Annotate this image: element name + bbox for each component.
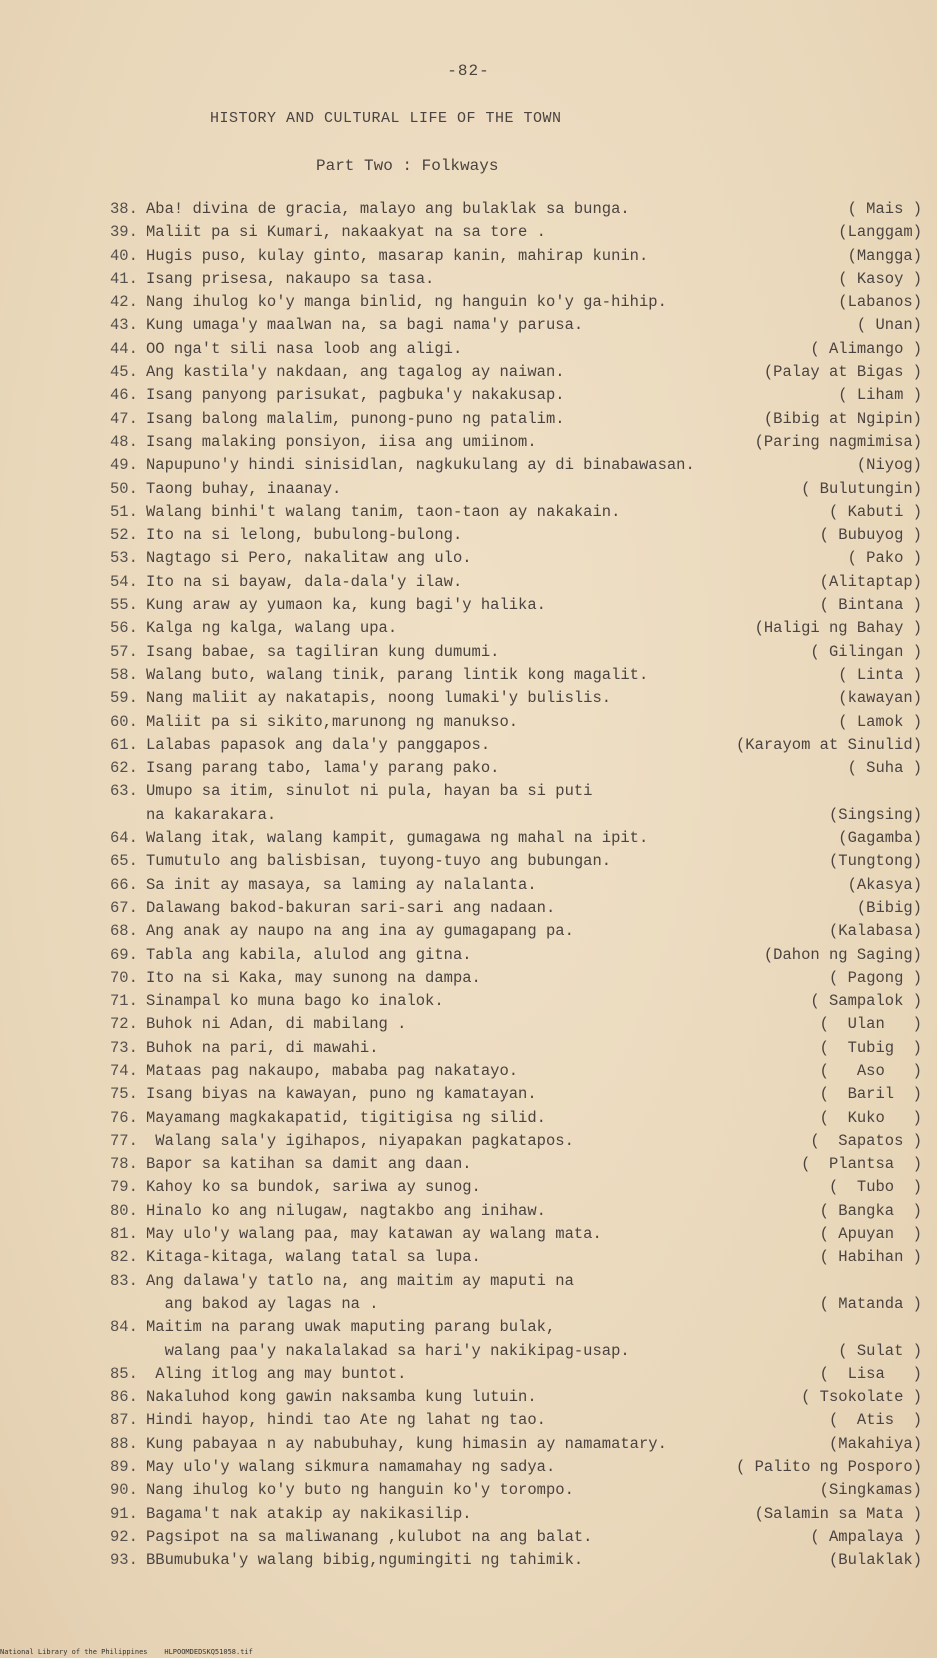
riddle-text: Ito na si lelong, bubulong-bulong. [146,526,463,545]
riddle-row [110,1013,930,1036]
riddle-text: BBumubuka'y walang bibig,ngumingiti ng tahimik. [146,1551,584,1570]
riddle-number: 72. [110,1015,138,1034]
riddle-answer: ( Sampalok ) [810,992,922,1011]
riddle-number: 87. [110,1411,138,1430]
riddle-item [110,221,930,244]
riddle-item [110,1363,930,1386]
riddle-item [110,408,930,431]
riddle-row [110,1083,930,1106]
riddle-row [110,1153,930,1176]
riddle-answer: ( Mais ) [847,200,922,218]
riddle-number: 44. [110,339,138,358]
riddle-number: 93. [110,1551,138,1570]
riddle-number: 50. [110,479,138,498]
riddle-continuation [110,1293,930,1316]
riddle-row [110,990,930,1013]
riddle-number: 51. [110,502,138,521]
riddle-answer: ( Unan) [856,316,922,335]
riddle-text: Maliit pa si Kumari, nakaakyat na sa tore . [146,223,546,242]
riddle-row [110,221,930,244]
riddle-answer: (Bulaklak) [828,1551,922,1570]
riddle-answer: (Singsing) [828,805,922,824]
riddle-number: 64. [110,829,138,848]
riddle-item [110,734,930,757]
riddle-row [110,1386,930,1409]
riddle-row [110,920,930,943]
riddle-answer: ( Aso ) [819,1061,922,1080]
riddle-text: Isang biyas na kawayan, puno ng kamatayan. [146,1085,537,1104]
riddle-number: 88. [110,1434,138,1453]
riddle-item [110,198,930,221]
riddle-item [110,454,930,477]
riddle-answer: ( Sulat ) [838,1341,922,1360]
riddle-item [110,757,930,780]
riddle-item [110,361,930,384]
riddle-number: 92. [110,1527,138,1546]
riddle-answer: ( Habihan ) [819,1248,922,1267]
riddle-item [110,338,930,361]
riddle-row [110,571,930,594]
riddle-text: Isang malaking ponsiyon, iisa ang umiinom. [146,432,537,451]
riddle-number: 53. [110,549,138,568]
riddle-item [110,268,930,291]
riddle-row [110,874,930,897]
riddle-number: 40. [110,246,138,265]
riddle-text: Tumutulo ang balisbisan, tuyong-tuyo ang bubungan. [146,852,612,871]
riddle-item [110,780,930,827]
riddle-row [110,1200,930,1223]
riddle-number: 77. [110,1131,138,1150]
riddle-row [110,245,930,268]
riddle-answer: ( Gilingan ) [810,642,922,661]
riddle-answer: (kawayan) [838,689,922,708]
riddle-text: Ito na si bayaw, dala-dala'y ilaw. [146,572,463,591]
riddle-row [110,384,930,407]
riddle-row [110,734,930,757]
riddle-text: Nang maliit ay nakatapis, noong lumaki'y bulislis. [146,689,612,708]
riddle-answer: ( Ampalaya ) [810,1527,922,1546]
riddle-item [110,1083,930,1106]
riddle-answer: ( Tubo ) [828,1178,922,1197]
riddle-continuation [110,804,930,827]
riddle-answer: (Palay at Bigas ) [763,363,922,382]
riddle-text: Sa init ay masaya, sa laming ay nalalanta. [146,875,537,894]
riddle-answer: (Niyog) [856,456,922,475]
riddle-number: 38. [110,200,138,218]
riddle-row [110,1223,930,1246]
riddle-number: 49. [110,456,138,475]
riddle-text: Walang itak, walang kampit, gumagawa ng mahal na ipit. [146,829,649,848]
riddle-row [110,198,930,221]
riddle-answer: (Akasya) [847,875,922,894]
riddle-item [110,314,930,337]
riddle-continuation [110,1340,930,1363]
riddle-row [110,268,930,291]
riddle-row [110,1060,930,1083]
riddle-answer: (Karayom at Sinulid) [735,735,922,754]
riddle-text: Ang dalawa'y tatlo na, ang maitim ay maputi na [146,1271,574,1290]
riddle-number: 63. [110,782,138,801]
riddle-answer: ( Lisa ) [819,1364,922,1383]
riddle-number: 80. [110,1201,138,1220]
riddle-text: OO nga't sili nasa loob ang aligi. [146,339,463,358]
riddle-item [110,1013,930,1036]
riddle-answer: (Salamin sa Mata ) [754,1504,922,1523]
riddle-answer: (Dahon ng Saging) [763,945,922,964]
riddle-row [110,1316,930,1339]
riddle-row [110,1270,930,1293]
riddle-answer: (Gagamba) [838,829,922,848]
riddle-answer: ( Kuko ) [819,1108,922,1127]
riddle-text: Hindi hayop, hindi tao Ate ng lahat ng tao. [146,1411,546,1430]
riddle-row [110,664,930,687]
riddle-answer: (Mangga) [847,246,922,265]
riddle-item [110,1386,930,1409]
riddle-answer: ( Bubuyog ) [819,526,922,545]
riddle-text: Tabla ang kabila, alulod ang gitna. [146,945,472,964]
riddle-text: Walang binhi't walang tanim, taon-taon ay nakakain. [146,502,621,521]
riddle-number: 60. [110,712,138,731]
riddle-text: Mayamang magkakapatid, tigitigisa ng silid. [146,1108,546,1127]
riddle-item [110,1479,930,1502]
riddle-item [110,501,930,524]
riddle-text: Bapor sa katihan sa damit ang daan. [146,1155,472,1174]
riddle-number: 41. [110,269,138,288]
riddle-number: 48. [110,432,138,451]
page-title: HISTORY AND CULTURAL LIFE OF THE TOWN [210,110,562,127]
riddle-row [110,1549,930,1572]
riddle-number: 83. [110,1271,138,1290]
riddle-number: 90. [110,1481,138,1500]
riddle-answer: ( Plantsa ) [801,1155,922,1174]
riddle-text: Isang prisesa, nakaupo sa tasa. [146,269,435,288]
riddle-row [110,850,930,873]
riddle-row [110,501,930,524]
riddle-text: Kitaga-kitaga, walang tatal sa lupa. [146,1248,481,1267]
riddle-item [110,827,930,850]
page-number: -82- [447,62,490,80]
riddle-item [110,1246,930,1269]
riddle-text: May ulo'y walang sikmura namamahay ng sadya. [146,1458,556,1477]
riddle-answer: ( Baril ) [819,1085,922,1104]
riddle-text: Kahoy ko sa bundok, sariwa ay sunog. [146,1178,481,1197]
riddle-answer: ( Apuyan ) [819,1225,922,1244]
riddle-item [110,594,930,617]
riddle-row [110,1363,930,1386]
riddle-row [110,1409,930,1432]
riddle-row [110,1526,930,1549]
riddle-continuation-text: ang bakod ay lagas na . [146,1294,379,1313]
riddle-item [110,571,930,594]
riddle-number: 58. [110,665,138,684]
riddle-item [110,431,930,454]
riddle-continuation-text: na kakarakara. [146,805,277,824]
riddle-text: Isang parang tabo, lama'y parang pako. [146,759,500,778]
riddle-answer: (Bibig at Ngipin) [763,409,922,428]
riddle-text: Ang kastila'y nakdaan, ang tagalog ay naiwan. [146,363,565,382]
riddle-answer: (Alitaptap) [819,572,922,591]
riddle-answer: ( Linta ) [838,665,922,684]
riddle-number: 70. [110,968,138,987]
riddle-text: Isang balong malalim, punong-puno ng patalim. [146,409,565,428]
riddle-row [110,408,930,431]
riddle-item [110,990,930,1013]
riddle-item [110,1037,930,1060]
riddle-item [110,291,930,314]
riddle-item [110,944,930,967]
riddle-item [110,384,930,407]
riddle-text: Kalga ng kalga, walang upa. [146,619,398,638]
riddle-number: 47. [110,409,138,428]
riddle-text: Kung pabayaa n ay nabubuhay, kung himasin ay namamatary. [146,1434,667,1453]
riddle-text: Napupuno'y hindi sinisidlan, nagkukulang ay di binabawasan. [146,456,695,475]
riddle-number: 82. [110,1248,138,1267]
riddle-text: Pagsipot na sa maliwanang ,kulubot na ang balat. [146,1527,593,1546]
riddle-number: 86. [110,1388,138,1407]
riddle-text: Walang buto, walang tinik, parang lintik kong magalit. [146,665,649,684]
riddle-item [110,1456,930,1479]
riddle-row [110,547,930,570]
riddle-item [110,711,930,734]
riddle-item [110,1107,930,1130]
riddle-row [110,1456,930,1479]
riddle-number: 62. [110,759,138,778]
riddle-item [110,1503,930,1526]
riddle-row [110,897,930,920]
riddle-number: 69. [110,945,138,964]
riddle-text: Nagtago si Pero, nakalitaw ang ulo. [146,549,472,568]
riddle-text: Mataas pag nakaupo, mababa pag nakatayo. [146,1061,519,1080]
riddle-number: 74. [110,1061,138,1080]
riddle-answer: ( Tsokolate ) [801,1388,922,1407]
riddle-number: 71. [110,992,138,1011]
riddle-text: Kung umaga'y maalwan na, sa bagi nama'y parusa. [146,316,584,335]
riddle-row [110,1479,930,1502]
riddle-number: 91. [110,1504,138,1523]
riddle-item [110,1270,930,1317]
riddle-item [110,1060,930,1083]
riddle-answer: ( Kabuti ) [828,502,922,521]
riddle-answer: ( Liham ) [838,386,922,405]
riddle-item [110,547,930,570]
riddle-item [110,687,930,710]
riddle-answer: ( Kasoy ) [838,269,922,288]
riddle-number: 54. [110,572,138,591]
riddle-row [110,1503,930,1526]
riddle-item [110,1316,930,1363]
riddle-item [110,920,930,943]
riddle-item [110,1176,930,1199]
riddle-item [110,524,930,547]
riddle-number: 67. [110,898,138,917]
riddle-item [110,1433,930,1456]
riddle-text: Hinalo ko ang nilugaw, nagtakbo ang inihaw. [146,1201,546,1220]
riddle-answer: (Makahiya) [828,1434,922,1453]
riddle-row [110,1433,930,1456]
riddle-answer: ( Bintana ) [819,596,922,615]
riddle-number: 39. [110,223,138,242]
riddle-number: 42. [110,293,138,312]
riddle-answer: (Kalabasa) [828,922,922,941]
riddle-number: 81. [110,1225,138,1244]
riddle-item [110,850,930,873]
riddle-row [110,361,930,384]
riddle-answer: ( Pako ) [847,549,922,568]
riddle-number: 57. [110,642,138,661]
riddle-answer: ( Matanda ) [819,1294,922,1313]
riddle-item [110,1223,930,1246]
riddle-answer: (Paring nagmimisa) [754,432,922,451]
riddle-row [110,314,930,337]
riddle-row [110,1176,930,1199]
riddle-number: 68. [110,922,138,941]
riddle-answer: (Bibig) [856,898,922,917]
page-subtitle: Part Two : Folkways [316,157,499,175]
riddle-row [110,454,930,477]
riddle-item [110,245,930,268]
riddle-text: Ito na si Kaka, may sunong na dampa. [146,968,481,987]
riddle-row [110,291,930,314]
riddle-row [110,617,930,640]
riddle-item [110,478,930,501]
scan-footer: National Library of the Philippines HLPOOMDEDSKQ51058.tif [0,1648,253,1656]
riddle-number: 73. [110,1038,138,1057]
riddle-item [110,1549,930,1572]
riddle-answer: ( Bangka ) [819,1201,922,1220]
riddle-row [110,687,930,710]
riddle-row [110,1246,930,1269]
riddle-item [110,664,930,687]
riddle-row [110,780,930,803]
riddle-row [110,711,930,734]
riddle-text: Aling itlog ang may buntot. [146,1364,407,1383]
riddle-row [110,594,930,617]
riddle-number: 46. [110,386,138,405]
riddle-answer: (Labanos) [838,293,922,312]
riddle-text: Nang ihulog ko'y manga binlid, ng hanguin ko'y ga-hihip. [146,293,667,312]
riddle-number: 61. [110,735,138,754]
riddle-answer: ( Atis ) [828,1411,922,1430]
riddle-number: 59. [110,689,138,708]
riddle-row [110,944,930,967]
riddle-number: 55. [110,596,138,615]
riddle-text: Sinampal ko muna bago ko inalok. [146,992,444,1011]
riddle-answer: (Haligi ng Bahay ) [754,619,922,638]
riddle-answer: ( Alimango ) [810,339,922,358]
riddle-text: Umupo sa itim, sinulot ni pula, hayan ba si puti [146,782,593,801]
riddle-item [110,874,930,897]
riddle-text: Walang sala'y igihapos, niyapakan pagkatapos. [146,1131,574,1150]
riddle-number: 52. [110,526,138,545]
riddle-text: Buhok ni Adan, di mabilang . [146,1015,407,1034]
riddle-answer: ( Ulan ) [819,1015,922,1034]
riddle-text: Isang babae, sa tagiliran kung dumumi. [146,642,500,661]
riddle-number: 66. [110,875,138,894]
riddle-text: Buhok na pari, di mawahi. [146,1038,379,1057]
riddle-answer: (Langgam) [838,223,922,242]
riddle-answer: ( Suha ) [847,759,922,778]
riddle-item [110,967,930,990]
riddle-answer: ( Lamok ) [838,712,922,731]
riddle-row [110,757,930,780]
riddle-text: Nang ihulog ko'y buto ng hanguin ko'y torompo. [146,1481,574,1500]
riddle-answer: ( Sapatos ) [810,1131,922,1150]
riddle-answer: (Singkamas) [819,1481,922,1500]
riddle-answer: ( Palito ng Posporo) [735,1458,922,1477]
riddle-item [110,617,930,640]
riddle-answer: ( Tubig ) [819,1038,922,1057]
riddle-answer: ( Bulutungin) [801,479,922,498]
riddle-row [110,524,930,547]
riddle-answer: (Tungtong) [828,852,922,871]
riddle-list [110,198,930,1573]
riddle-item [110,1130,930,1153]
riddle-row [110,1037,930,1060]
riddle-text: Hugis puso, kulay ginto, masarap kanin, mahirap kunin. [146,246,649,265]
riddle-text: Aba! divina de gracia, malayo ang bulaklak sa bunga. [146,200,630,218]
riddle-text: Dalawang bakod-bakuran sari-sari ang nadaan. [146,898,556,917]
riddle-number: 89. [110,1458,138,1477]
riddle-number: 65. [110,852,138,871]
riddle-number: 75. [110,1085,138,1104]
riddle-text: Taong buhay, inaanay. [146,479,342,498]
riddle-row [110,967,930,990]
riddle-row [110,1107,930,1130]
riddle-number: 79. [110,1178,138,1197]
riddle-number: 43. [110,316,138,335]
riddle-answer: ( Pagong ) [828,968,922,987]
riddle-text: Ang anak ay naupo na ang ina ay gumagapang pa. [146,922,574,941]
riddle-text: Lalabas papasok ang dala'y panggapos. [146,735,491,754]
riddle-text: Maitim na parang uwak maputing parang bulak, [146,1318,556,1337]
riddle-number: 45. [110,363,138,382]
riddle-text: May ulo'y walang paa, may katawan ay walang mata. [146,1225,602,1244]
riddle-item [110,1409,930,1432]
riddle-text: Bagama't nak atakip ay nakikasilip. [146,1504,472,1523]
riddle-text: Nakaluhod kong gawin naksamba kung lutuin. [146,1388,537,1407]
riddle-item [110,1153,930,1176]
riddle-continuation-text: walang paa'y nakalalakad sa hari'y nakikipag-usap. [146,1341,630,1360]
riddle-row [110,431,930,454]
riddle-item [110,1200,930,1223]
riddle-number: 78. [110,1155,138,1174]
riddle-text: Maliit pa si sikito,marunong ng manukso. [146,712,519,731]
riddle-row [110,1130,930,1153]
riddle-row [110,478,930,501]
riddle-number: 84. [110,1318,138,1337]
riddle-item [110,897,930,920]
riddle-text: Kung araw ay yumaon ka, kung bagi'y halika. [146,596,546,615]
riddle-number: 85. [110,1364,138,1383]
riddle-row [110,338,930,361]
riddle-text: Isang panyong parisukat, pagbuka'y nakakusap. [146,386,565,405]
riddle-number: 76. [110,1108,138,1127]
riddle-item [110,641,930,664]
riddle-row [110,827,930,850]
riddle-item [110,1526,930,1549]
riddle-row [110,641,930,664]
riddle-number: 56. [110,619,138,638]
